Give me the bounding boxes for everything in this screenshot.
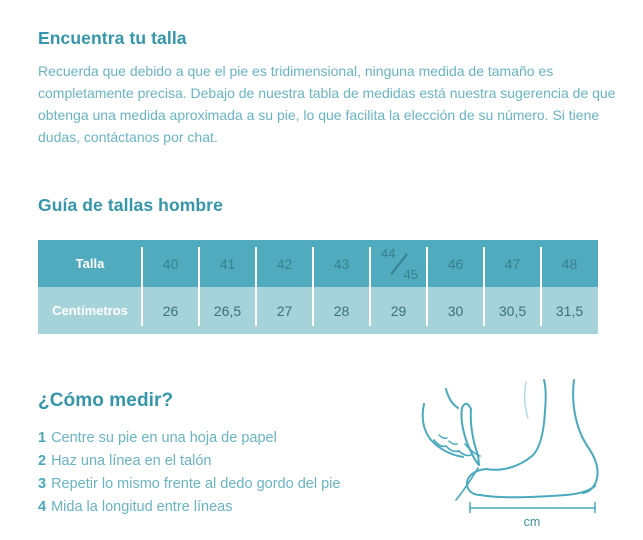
intro-paragraph: Recuerda que debido a que el pie es tridimensional, ninguna medida de tamaño es completamente precisa. Debajo de nuestra tabla de medidas está nuestra sugerencia de que obtenga una medida aproximada a su pie, lo que facilita la elección de su número. Si tiene dudas, contáctanos por chat. [38, 63, 616, 145]
table-column-44-45 [370, 240, 427, 334]
table-column-40 [142, 240, 199, 334]
split-size-top: 44 [381, 246, 396, 261]
hand-outline [423, 404, 463, 457]
page-title: Encuentra tu talla [38, 28, 187, 48]
how-to-measure-title: ¿Cómo medir? [38, 390, 174, 411]
cm-cell: 30,5 [484, 287, 541, 334]
size-cell: 47 [484, 240, 541, 287]
table-column-42 [256, 240, 313, 334]
size-cell: 40 [142, 240, 199, 287]
step-text: Centre su pie en una hoja de papel [51, 430, 277, 446]
cm-cell: 26,5 [199, 287, 256, 334]
heel-back-line [573, 380, 597, 493]
shin-front-line [525, 382, 528, 418]
knuckle-lines [439, 435, 457, 444]
size-cell: 48 [541, 240, 598, 287]
foot-instep-line [486, 380, 546, 470]
table-column-47 [484, 240, 541, 334]
size-cell: 42 [256, 240, 313, 287]
step-text: Haz una línea en el talón [51, 453, 212, 469]
table-column-43 [313, 240, 370, 334]
foot-measuring-illustration [408, 378, 613, 533]
step-number: 4 [38, 499, 47, 515]
size-cell: 43 [313, 240, 370, 287]
size-cell-split [370, 240, 427, 287]
table-column-46 [427, 240, 484, 334]
size-cell: 46 [427, 240, 484, 287]
row-header-centimetros: Centímetros [38, 287, 142, 334]
measure-line [470, 503, 595, 513]
step-number: 3 [38, 476, 47, 492]
step-number: 2 [38, 453, 47, 469]
list-item [38, 450, 340, 473]
table-column-48 [541, 240, 598, 334]
table-label-column [38, 240, 142, 334]
row-header-talla: Talla [38, 240, 142, 287]
cm-cell: 31,5 [541, 287, 598, 334]
split-size-bottom: 45 [403, 267, 418, 282]
table-column-41 [199, 240, 256, 334]
cm-cell: 27 [256, 287, 313, 334]
cm-cell: 26 [142, 287, 199, 334]
step-text: Mida la longitud entre líneas [51, 499, 233, 515]
cm-cell: 28 [313, 287, 370, 334]
list-item [38, 473, 340, 496]
list-item [38, 496, 340, 519]
measure-steps-list [38, 427, 340, 519]
step-text: Repetir lo mismo frente al dedo gordo del pie [51, 476, 341, 492]
cm-cell: 29 [370, 287, 427, 334]
size-table [38, 240, 598, 334]
cm-label: cm [523, 515, 541, 529]
step-number: 1 [38, 430, 47, 446]
sole-line [480, 486, 595, 497]
size-cell: 41 [199, 240, 256, 287]
size-guide-title: Guía de tallas hombre [38, 195, 223, 215]
cm-cell: 30 [427, 287, 484, 334]
list-item [38, 427, 340, 450]
hand-inner-line [446, 389, 458, 408]
